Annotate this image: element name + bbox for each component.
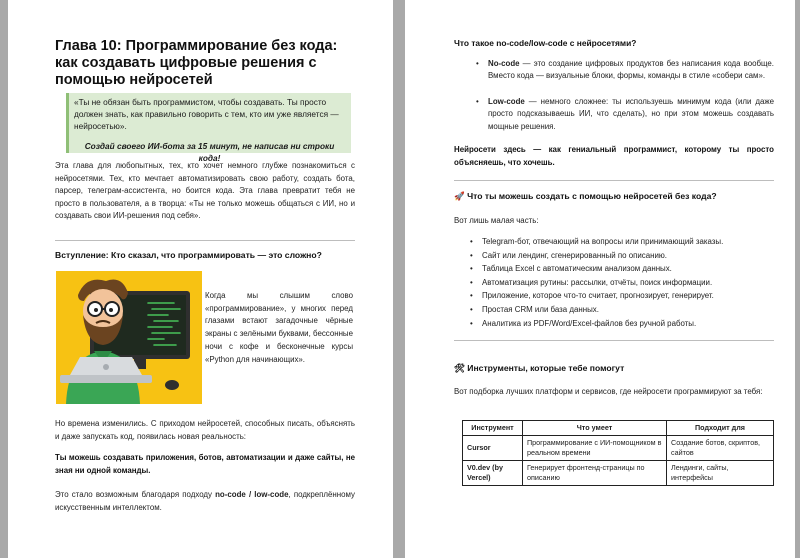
right-page [405, 0, 795, 558]
column-header: Что умеет [523, 421, 667, 436]
create-intro: Вот лишь малая часть: [454, 216, 539, 225]
list-item: • Простая CRM или база данных. [468, 304, 778, 317]
times-paragraph: Но времена изменились. С приходом нейросетей, способных писать, объяснять и даже запускать код, появилась новая реальность: [55, 419, 355, 441]
heading-what-create: 🚀 Что ты можешь создать с помощью нейросетей без кода? [454, 191, 717, 201]
list-item: • Таблица Excel с автоматическим анализом данных. [468, 263, 778, 276]
neural-note: Нейросети здесь — как гениальный программист, которому ты просто объясняешь, что хочешь. [454, 145, 774, 167]
list-item: • Сайт или лендинг, сгенерированный по описанию. [468, 250, 778, 263]
table-row [463, 461, 774, 486]
table-cell: Cursor [463, 436, 523, 461]
image-caption: Когда мы слышим слово «программирование», у многих перед глазами встают загадочные чёрные экраны с зелёными буквами, бессонные ночи с кофе и бесконечные курсы «Python для начинающих». [205, 291, 353, 364]
table-cell: Лендинги, сайты, интерфейсы [667, 461, 774, 486]
nocode-definition [474, 58, 774, 83]
list-item: • Аналитика из PDF/Word/Excel-файлов без ручной работы. [468, 318, 778, 331]
lowcode-definition [474, 96, 774, 133]
bold-statement: Ты можешь создавать приложения, ботов, автоматизации и даже сайты, не зная ни одной команды. [55, 453, 355, 475]
create-list [468, 236, 778, 331]
nocode-term: No-code [488, 59, 520, 68]
lowcode-text: — немного сложнее: ты используешь минимум кода (или даже просто подсказываешь ИИ, что сделать), но при этом можешь создавать мощные решения. [488, 97, 774, 131]
bullet: • [476, 97, 479, 106]
intro-paragraph: Эта глава для любопытных, тех, кто хочет немного глубже познакомиться с нейросетями. Тех, кто мечтает автоматизировать свою работу, создать бота, парсер, телеграм-ассистента, но боится кода. Эта глава превратит тебя не просто в пользователя, а в творца: «Ты не только можешь общаться с ИИ, но и создавать свои ИИ-решения под себя». [55, 161, 355, 221]
table-cell: Генерирует фронтенд-страницы по описанию [523, 461, 667, 486]
approach-suffix: , подкреплённому искусственным интеллектом. [55, 490, 355, 512]
lowcode-term: Low-code [488, 97, 525, 106]
divider [454, 340, 774, 341]
programmer-illustration [56, 271, 202, 404]
column-header: Инструмент [463, 421, 523, 436]
approach-term: no-code / low-code [215, 490, 289, 499]
quote-accent-bar [66, 93, 69, 153]
table-cell: Программирование с ИИ-помощником в реальном времени [523, 436, 667, 461]
heading-tools: 🛠 Инструменты, которые тебе помогут [454, 363, 625, 373]
section-heading: Вступление: Кто сказал, что программировать — это сложно? [55, 250, 322, 260]
bullet: • [476, 59, 479, 68]
nocode-text: — это создание цифровых продуктов без написания кода вообще. Вместо кода — визуальные блоки, формы, команды в стиле «собери сам». [488, 59, 774, 81]
quote-highlight: Создай своего ИИ-бота за 15 минут, не написав ни строки кода! [84, 141, 335, 163]
divider [55, 240, 355, 241]
heading-what-is-nocode: Что такое no-code/low-code с нейросетями? [454, 38, 637, 48]
table-header-row [463, 421, 774, 436]
list-item: • Приложение, которое что-то считает, прогнозирует, генерирует. [468, 290, 778, 303]
list-item: • Автоматизация рутины: рассылки, отчёты, поиск информации. [468, 277, 778, 290]
quote-text: «Ты не обязан быть программистом, чтобы создавать. Ты просто должен знать, как правильно говорить с тем, кто им уже является — нейросетью». [74, 97, 339, 131]
table-row [463, 436, 774, 461]
column-header: Подходит для [667, 421, 774, 436]
chapter-title: Глава 10: Программирование без кода: как создавать цифровые решения с помощью нейросетей [55, 38, 338, 88]
tools-table [462, 420, 774, 486]
divider [454, 180, 774, 181]
list-item: • Telegram-бот, отвечающий на вопросы или принимающий заказы. [468, 236, 778, 249]
approach-paragraph [55, 489, 355, 514]
table-cell: V0.dev (by Vercel) [463, 461, 523, 486]
left-page [8, 0, 393, 558]
approach-prefix: Это стало возможным благодаря подходу [55, 490, 216, 499]
quote-block [66, 93, 351, 163]
table-cell: Создание ботов, скриптов, сайтов [667, 436, 774, 461]
tools-intro: Вот подборка лучших платформ и сервисов, где нейросети программируют за тебя: [454, 387, 763, 396]
